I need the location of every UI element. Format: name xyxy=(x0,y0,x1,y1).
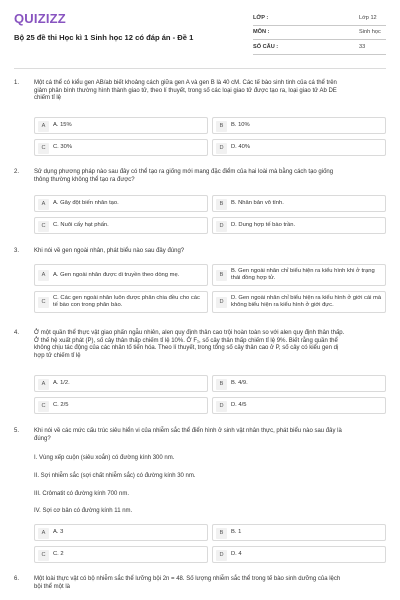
question-4 xyxy=(14,330,386,444)
meta-question-count xyxy=(253,42,386,55)
option-letter: D xyxy=(216,401,227,412)
meta-value: Lớp 12 xyxy=(359,15,377,21)
question-line: Sử dụng phương pháp nào sau đây có thể tạo ra giống mới mang đặc điểm của hai loài mà bằng cách tạo giống xyxy=(34,169,334,175)
option-b[interactable] xyxy=(212,375,386,392)
option-text: B. 4/9. xyxy=(231,380,248,386)
option-text: D. 4/5 xyxy=(231,402,247,408)
option-c[interactable] xyxy=(34,397,208,414)
option-text: A. 15% xyxy=(53,122,72,128)
option-d[interactable] xyxy=(212,397,386,414)
question-text xyxy=(34,330,386,360)
statement: III. Crômatit có đường kính 700 nm. xyxy=(34,491,129,497)
question-line: chiếm tỉ lệ xyxy=(34,95,62,102)
option-letter: A xyxy=(38,270,49,281)
meta-value: Sinh học xyxy=(359,29,381,35)
option-letter: D xyxy=(216,297,227,308)
option-d[interactable] xyxy=(212,546,386,563)
option-letter: B xyxy=(216,121,227,132)
option-letter: A xyxy=(38,379,49,390)
statement: I. Vùng xếp cuộn (siêu xoắn) có đường kính 300 nm. xyxy=(34,455,175,461)
option-d[interactable] xyxy=(212,139,386,156)
option-text: C. 2 xyxy=(53,551,64,557)
option-letter: C xyxy=(38,221,49,232)
question-1 xyxy=(14,80,386,160)
question-line: giảm phân bình thường hình thành giao tử, theo lí thuyết, trong số các loại giao tử được tạo ra, loại giao tử Ab DE xyxy=(34,87,337,94)
option-text: A. 1/2. xyxy=(53,380,70,386)
option-text: C. Các gen ngoài nhân luôn được phân chia đều cho các tế bào con trong phân bào. xyxy=(53,295,200,308)
option-text: B. 10% xyxy=(231,122,250,128)
worksheet-title: Bộ 25 đề thi Học kì 1 Sinh học 12 có đáp án - Đề 1 xyxy=(14,33,194,42)
meta-class xyxy=(253,13,386,26)
option-letter: B xyxy=(216,379,227,390)
question-text xyxy=(34,80,386,103)
option-letter: B xyxy=(216,199,227,210)
option-a[interactable] xyxy=(34,195,208,212)
meta-value: 33 xyxy=(359,44,366,50)
option-a[interactable] xyxy=(34,375,208,392)
option-d[interactable] xyxy=(212,217,386,234)
question-text xyxy=(34,169,386,184)
question-number: 6. xyxy=(14,576,20,582)
meta-label: LỚP : xyxy=(253,15,269,21)
header-divider xyxy=(14,68,386,69)
quizizz-logo: QUIZIZZ xyxy=(14,11,66,26)
question-line: thông thường không thể tạo ra được? xyxy=(34,176,135,183)
option-text: C. 30% xyxy=(53,144,73,150)
option-a[interactable] xyxy=(34,524,208,541)
question-line: hợp tử chiếm tỉ lệ xyxy=(34,352,81,359)
option-letter: A xyxy=(38,121,49,132)
option-a[interactable] xyxy=(34,117,208,134)
question-text xyxy=(34,428,386,443)
option-text: D. 40% xyxy=(231,144,251,150)
option-b[interactable] xyxy=(212,117,386,134)
option-text: B. Gen ngoài nhân chỉ biểu hiện ra kiểu hình khi ở trạng thái đồng hợp tử. xyxy=(231,268,375,281)
statement: IV. Sợi cơ bản có đường kính 11 nm. xyxy=(34,508,133,514)
option-letter: C xyxy=(38,143,49,154)
option-c[interactable] xyxy=(34,291,208,313)
question-2 xyxy=(14,169,386,241)
option-text: B. Nhân bản vô tính. xyxy=(231,200,284,206)
question-line: Khi nói về các mức cấu trúc siêu hiển vi của nhiễm sắc thể điển hình ở sinh vật nhân thực, phát biểu nào sau đây là xyxy=(34,428,342,434)
statement: II. Sợi nhiễm sắc (sợi chất nhiễm sắc) có đường kính 30 nm. xyxy=(34,473,196,479)
option-b[interactable] xyxy=(212,195,386,212)
option-text: B. 1 xyxy=(231,529,242,535)
question-line: Một cá thể có kiểu gen AB/ab biết khoảng cách giữa gen A và gen B là 40 cM. Các tế bào sinh tinh của cá thể trên xyxy=(34,80,337,86)
option-letter: C xyxy=(38,401,49,412)
question-line: Ở thế hệ xuất phát (P), số cây thân thấp chiếm tỉ lệ 10%. Ở F₁, số cây thân thấp chiếm tỉ lệ 9%. Biết rằng quần thể xyxy=(34,337,338,344)
option-text: C. Nuôi cấy hạt phấn. xyxy=(53,222,109,228)
question-line: không chịu tác động của các nhân tố tiến hóa. Theo lí thuyết, trong tổng số cây thân cao ở P, số cây có kiểu gen dị xyxy=(34,345,339,352)
meta-label: MÔN : xyxy=(253,29,270,35)
question-line: Một loài thực vật có bộ nhiễm sắc thể lưỡng bội 2n = 48. Số lượng nhiễm sắc thể trong tế bào sinh dưỡng của lệch xyxy=(34,576,341,582)
question-number: 2. xyxy=(14,169,20,175)
question-number: 4. xyxy=(14,330,20,336)
option-letter: B xyxy=(216,528,227,539)
question-text xyxy=(34,248,386,256)
option-text: A. 3 xyxy=(53,529,64,535)
question-3 xyxy=(14,248,386,318)
option-letter: C xyxy=(38,550,49,561)
meta-label: SỐ CÂU : xyxy=(253,44,279,50)
option-c[interactable] xyxy=(34,546,208,563)
option-text: D. Dung hợp tế bào trần. xyxy=(231,222,296,228)
option-a[interactable] xyxy=(34,264,208,286)
question-6 xyxy=(14,576,386,598)
option-text: A. Gen ngoài nhân được di truyền theo dòng mẹ. xyxy=(53,272,180,278)
option-letter: C xyxy=(38,297,49,308)
option-letter: D xyxy=(216,143,227,154)
option-text: D. Gen ngoài nhân chỉ biểu hiện ra kiểu hình ở giới cái mà không biểu hiện ra kiểu hình ở giới đực. xyxy=(231,295,382,308)
option-text: A. Gây đột biến nhân tạo. xyxy=(53,200,119,206)
question-5 xyxy=(14,428,386,568)
question-number: 3. xyxy=(14,248,20,254)
option-text: C. 2/5 xyxy=(53,402,69,408)
option-b[interactable] xyxy=(212,264,386,286)
option-text: D. 4 xyxy=(231,551,242,557)
option-letter: D xyxy=(216,550,227,561)
option-letter: D xyxy=(216,221,227,232)
question-number: 5. xyxy=(14,428,20,434)
question-line: Khi nói về gen ngoài nhân, phát biểu nào sau đây đúng? xyxy=(34,248,185,254)
option-letter: B xyxy=(216,270,227,281)
worksheet-header xyxy=(0,0,400,62)
option-letter: A xyxy=(38,528,49,539)
question-number: 1. xyxy=(14,80,20,86)
question-line: đúng? xyxy=(34,435,51,442)
option-b[interactable] xyxy=(212,524,386,541)
option-c[interactable] xyxy=(34,139,208,156)
question-line: Ở một quần thể thực vật giao phấn ngẫu nhiên, alen quy định thân cao trội hoàn toàn so với alen quy định thân thấp. xyxy=(34,330,345,336)
question-text xyxy=(34,576,386,591)
meta-subject xyxy=(253,27,386,40)
option-d[interactable] xyxy=(212,291,386,313)
option-c[interactable] xyxy=(34,217,208,234)
question-line: bội thể một là xyxy=(34,583,71,590)
option-letter: A xyxy=(38,199,49,210)
